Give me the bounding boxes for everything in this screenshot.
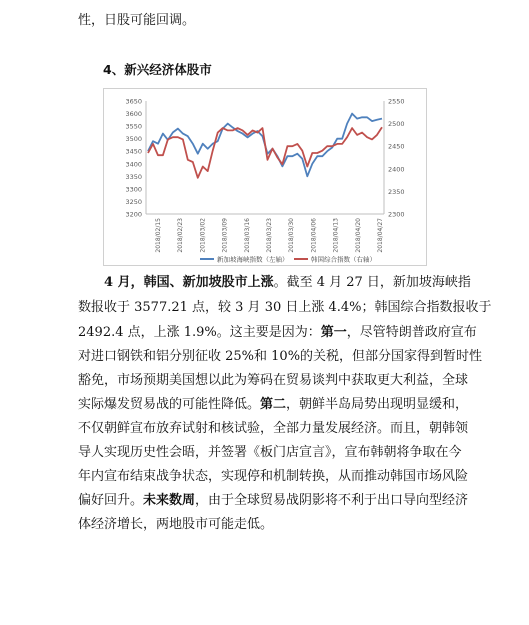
text-run: 豁免，市场预期美国想以此为筹码在贸易谈判中获取更大利益，全球 [78,373,469,388]
paragraph-line-content [78,397,468,413]
y-left-tick-label: 3400 [125,160,142,169]
text-run: 2492.4 点，上涨 1.9%。这主要是因为： [78,325,321,340]
y-right-tick-label: 2450 [388,142,405,151]
paragraph-line-content [78,517,273,533]
text-run: 偏好回升。 [78,493,144,508]
y-left-tick-label: 3600 [125,110,142,119]
y-right-tick-label: 2500 [388,120,405,129]
x-tick-label: 2018/03/09 [221,218,229,253]
x-tick-label: 2018/04/27 [377,218,384,253]
legend-label: 韩国综合指数（右轴） [311,255,376,264]
text-run: ，朝鲜半岛局势出现明显缓和， [286,397,469,412]
top-line-text: 性，日股可能回调。 [78,13,196,28]
x-tick-label: 2018/04/06 [310,218,318,253]
bold-text-run: 第二 [260,397,287,412]
paragraph-line-content [78,421,468,437]
paragraph-line-content [78,300,492,316]
x-tick-label: 2018/02/15 [155,218,162,253]
chart-container [103,88,427,266]
y-left-tick-label: 3350 [125,172,142,181]
korea-composite-index-line [148,127,382,178]
paragraph-line-content [78,469,468,485]
paragraph-line-content [78,373,468,389]
x-tick-label: 2018/04/20 [354,218,362,253]
text-run: 不仅朝鲜宣布放弃试射和核试验，全部力量发展经济。而且，朝韩领 [78,421,469,436]
text-run: ，由于全球贸易战阴影将不利于出口导向型经济 [195,493,469,508]
y-right-tick-label: 2550 [388,97,405,106]
bold-text-run: 第一 [320,325,347,340]
x-tick-label: 2018/03/30 [288,218,296,253]
x-tick-label: 2018/03/02 [199,218,207,253]
bold-text-run: 4 月，韩国、新加坡股市上涨 [104,275,274,290]
line-chart [104,89,426,265]
paragraph-line-content [78,445,462,461]
y-left-tick-label: 3550 [125,122,142,131]
text-run: 导人实现历史性会晤，并签署《板门店宣言》，宣布韩朝将争取在今 [78,445,462,460]
text-run: 年内宣布结束战争状态，实现停和机制转换，从而推动韩国市场风险 [78,469,469,484]
y-right-tick-label: 2350 [388,187,405,196]
text-run: 实际爆发贸易战的可能性降低。 [78,397,261,412]
paragraph-line-content [104,275,471,291]
text-run: ，尽管特朗普政府宣布 [346,325,477,340]
y-left-tick-label: 3250 [125,197,142,206]
y-left-tick-label: 3450 [125,147,142,156]
legend-label: 新加坡海峡指数（左轴） [217,255,289,264]
y-left-tick-label: 3650 [125,97,142,106]
x-tick-label: 2018/04/13 [332,218,340,253]
paragraph-line-content [78,493,468,509]
x-tick-label: 2018/03/23 [266,218,273,253]
text-run: 体经济增长，两地股市可能走低。 [78,517,274,532]
text-run: 数报收于 3577.21 点，较 3 月 30 日上涨 4.4%；韩国综合指数报收于 [78,300,492,315]
y-left-tick-label: 3200 [125,210,142,219]
section-heading: 4、新兴经济体股市 [103,62,212,77]
x-tick-label: 2018/02/23 [177,218,185,253]
y-left-tick-label: 3300 [125,185,142,194]
bold-text-run: 未来数周 [143,493,196,508]
paragraph-line-content [78,349,482,365]
text-run: 。截至 4 月 27 日，新加坡海峡指 [273,275,471,290]
y-right-tick-label: 2300 [388,210,405,219]
x-tick-label: 2018/03/16 [243,218,251,253]
y-left-tick-label: 3500 [125,135,142,144]
text-run: 对进口钢铁和铝分别征收 25%和 10%的关税，但部分国家得到暂时性 [78,349,483,364]
y-right-tick-label: 2400 [388,165,405,174]
paragraph-line-content [78,325,477,341]
